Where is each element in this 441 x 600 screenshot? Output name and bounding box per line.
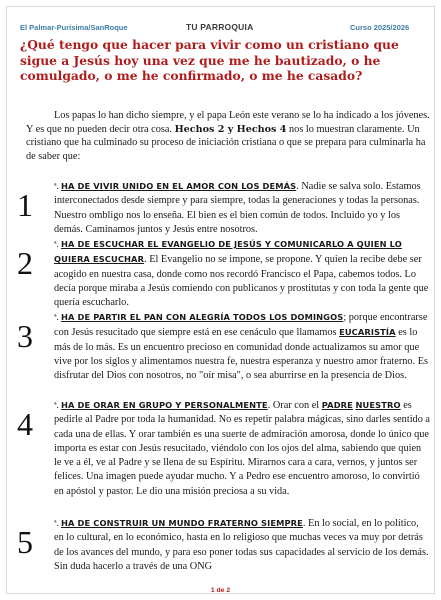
intro-text-2: nos lo muestran claramente. Un cristiano que ha culminado su proceso de iniciación cristiana o que se prepara para culminarla ha de saber que: [26, 123, 426, 162]
section-3: 3 ª. HA DE PARTIR EL PAN CON ALEGRÍA TODOS LOS DOMINGOS; porque encontrarse con Jesús resucitado que siempre está en ese cenáculo que llamamos EUCARISTÍA es lo más de lo más. Es un encuentro precioso en comunidad donde actualizamos su amor que vive por los siglos y alimentamos nuestra fe, nuestra esperanza y nuestro amor fraterno. Es disfrutar del Dios con nosotros, no "oír misa", o sea aburrirse en la presencia de Dios. [17, 312, 429, 382]
section-2: 2 ª. HA DE ESCUCHAR EL EVANGELIO DE JESÚS Y COMUNICARLO A QUIEN LO QUIERA ESCUCHAR. El Evangelio no se impone, se propone. Y quien la recibe debe ser acogido en nuestra casa, donde como nos recordó Francisco el Papa, cabemos todos. Lo decía porque miraba a Jesús comiendo con publicanos y prostitutas y con toda la gente que quería escucharlo. [17, 239, 429, 309]
padre-keyword: PADRE [321, 400, 353, 410]
eucharist-keyword: EUCARISTÍA [339, 327, 396, 338]
section-body: Estamos interconectados desde siempre y para siempre, todas la generaciones y todas la personas. Nuestro ombligo nos lo enseña. El bien es el bien común de todos. Incluido yo y los demás. Caminamos juntos y Jesús entre nosotros. [54, 181, 421, 235]
parish-name: El Palmar-Purísima/SanRoque [20, 23, 128, 32]
section-number: 1 [17, 187, 33, 223]
section-number: 2 [17, 245, 33, 281]
section-number: 3 [17, 318, 33, 354]
section-title: HA DE VIVIR UNIDO EN EL AMOR CON LOS DEMÁS [60, 181, 297, 191]
section-body: quien la recibe debe ser acogido en nuestra casa, donde como nos recordó Francisco el Papa, cabemos todos. Lo decía porque miraba a Jesús comiendo con publicanos y prostitutas y con toda la gente que quería escucharlo. [54, 254, 429, 309]
main-question-heading: ¿Qué tengo que hacer para vivir como un cristiano que sigue a Jesús hoy una vez que me he bautizado, o he comulgado, o me he confirmado, o me he casado? [20, 37, 399, 83]
section-number: 4 [17, 406, 33, 442]
bible-reference: Hechos 2 y Hechos 4 [174, 123, 287, 135]
section-body: político, en lo cultural, en lo económico, hasta en lo religioso que muchas veces va muy por detrás de los avances del mundo, y para eso poner todas sus capacidades al servicio de los demás. Sin duda hacerlo a través de una ONG [54, 518, 429, 572]
bulletin-title: TU PARROQUIA [186, 22, 254, 32]
course-year: Curso 2025/2026 [350, 23, 410, 32]
section-5: 5 ª. HA DE CONSTRUIR UN MUNDO FRATERNO SIEMPRE. En lo social, en lo político, en lo cultural, en lo económico, hasta en lo religioso que muchas veces va muy por detrás de los avances del mundo, y para eso poner todas sus capacidades al servicio de los demás. Sin duda hacerlo a través de una ONG [17, 518, 429, 572]
section-title: HA DE CONSTRUIR UN MUNDO FRATERNO SIEMPRE [60, 518, 303, 528]
intro-paragraph [26, 109, 430, 163]
intro-text-1: Los papas lo han dicho siempre, y el papa León este verano se lo ha indicado a los jóvenes. Y es que no pueden decir otra cosa. [26, 110, 430, 135]
section-title: HA DE ORAR EN GRUPO Y PERSONALMENTE [60, 400, 268, 410]
page-header [20, 23, 430, 35]
page-number: 1 de 2 [210, 587, 231, 594]
section-title: HA DE PARTIR EL PAN CON ALEGRÍA TODOS LOS DOMINGOS [60, 312, 344, 322]
nuestro-keyword: NUESTRO [355, 400, 401, 410]
section-4: 4 ª. HA DE ORAR EN GRUPO Y PERSONALMENTE. Orar con el PADRE NUESTRO es pedirle al Padre por toda la humanidad. No es repetir palabra mágicas, sino darles sentido a cada una de ellas. Y orar también es una suerte de admiración amorosa, donde lo único que importa es estar con Jesús resucitado, viéndolo con los ojos del alma, sabiendo que quien le ve a él, ve al Padre y se llena de su Espíritu. Mirarnos cara a cara, vernos, y juntos ser felices. Una imagen puede ayudar mucho. Y a Pedro ese encuentro amoroso, lo convirtió en apóstol y pastor. Le dio una misión preciosa a su vida. [17, 400, 430, 497]
section-1: 1 ª. HA DE VIVIR UNIDO EN EL AMOR CON LOS DEMÁS. Nadie se salva solo. Estamos interconectados desde siempre y para siempre, todas la generaciones y todas la personas. Nuestro ombligo nos lo enseña. El bien es el bien común de todos. Incluido yo y los demás. Caminamos juntos y Jesús entre nosotros. [17, 181, 421, 235]
section-title: HA DE ESCUCHAR EL EVANGELIO DE JESÚS Y COMUNICARLO A QUIEN LO QUIERA ESCUCHAR [54, 239, 402, 265]
section-body: es pedirle al Padre por toda la humanidad. No es repetir palabra mágicas, sino darles sentido a cada una de ellas. Y orar también es una suerte de admiración amorosa, donde lo único que importa es estar con Jesús resucitado, viéndolo con los ojos del alma, sabiendo que quien le ve a él, ve al Padre y se llena de su Espíritu. Mirarnos cara a cara, vernos, y juntos ser felices. Una imagen puede ayudar mucho. Y a Pedro ese encuentro amoroso, lo convirtió en apóstol y pastor. Le dio una misión preciosa a su vida. [54, 400, 430, 497]
section-number: 5 [17, 524, 33, 560]
